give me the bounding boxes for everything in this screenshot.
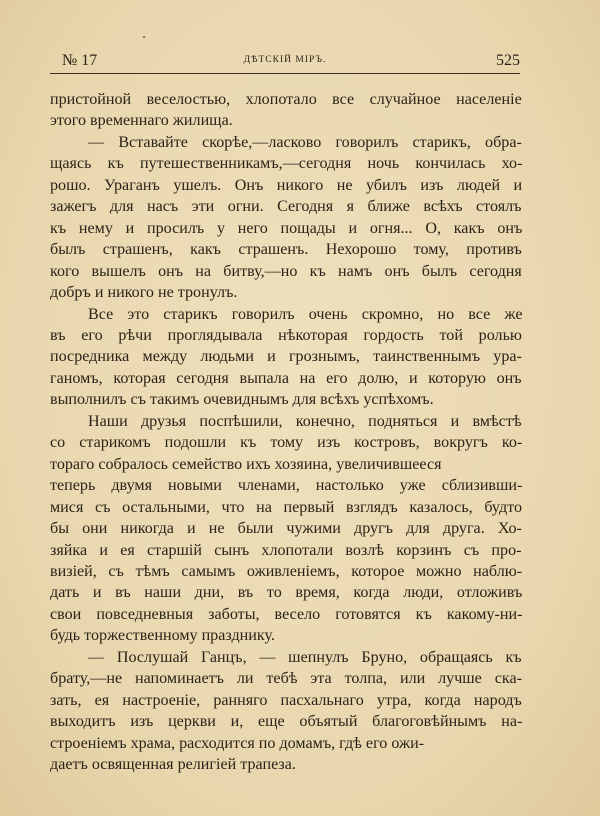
paragraph (50, 411, 522, 647)
text-line: добръ и никого не тронулъ. (50, 284, 238, 302)
body-text (50, 89, 522, 776)
text-line: кого вышелъ онъ на битву,—но къ намъ онъ былъ сегодня (50, 262, 522, 280)
page-number: 525 (496, 52, 520, 69)
text-line: рошо. Ураганъ ушелъ. Онъ никого не убилъ изъ людей и (50, 176, 523, 194)
running-header (50, 52, 520, 74)
text-line: зажегъ для насъ эти огни. Сегодня я ближе всѣхъ стоялъ (50, 198, 522, 216)
text-line: свои повседневныя заботы, весело готовятся къ какому-ни- (50, 605, 523, 623)
text-line: дать и въ наши дни, въ то время, когда люди, отложивъ (50, 584, 523, 602)
header-rule (50, 73, 520, 74)
text-line: визіей, съ тѣмъ самымъ оживленіемъ, которое можно наблю- (50, 562, 523, 580)
text-line: къ нему и просилъ у него пощады и огня... О, какъ онъ (50, 219, 523, 237)
text-line: зяйка и ея старшій сынъ хлопотали возлѣ корзинъ съ про- (50, 541, 522, 559)
paragraph (50, 132, 522, 304)
text-line: этого временнаго жилища. (50, 112, 233, 130)
text-line: — Вставайте скорѣе,—ласково говорилъ старикъ, обра- (88, 133, 522, 151)
text-line: тораго собралось семейство ихъ хозяина, увеличившееся (50, 455, 442, 473)
issue-number: № 17 (62, 52, 98, 69)
text-line: строеніемъ храма, расходится по домамъ, гдѣ его ожи- (50, 734, 425, 752)
text-line: выходитъ изъ церкви и, еще объятый благоговѣйнымъ на- (50, 713, 523, 731)
text-line: посредника между людьми и грознымъ, таинственнымъ ура- (50, 348, 522, 366)
text-line: со старикомъ подошли къ тому изъ костровъ, вокругъ ко- (50, 434, 523, 452)
text-line: зать, ея настроеніе, ранняго пасхальнаго утра, когда народъ (50, 691, 522, 709)
paragraph (50, 647, 522, 776)
text-line: даетъ освященная религіей трапеза. (50, 756, 296, 774)
text-line: — Послушай Ганцъ, — шепнулъ Бруно, обращаясь къ (88, 648, 522, 666)
text-line: выполнилъ съ такимъ очевиднымъ для всѣхъ успѣхомъ. (50, 391, 434, 409)
text-line: былъ страшенъ, какъ страшенъ. Нехорошо тому, противъ (50, 241, 522, 259)
text-line: пристойной веселостью, хлопотало все случайное населеніе (50, 91, 522, 108)
text-line: Все это старикъ говорилъ очень скромно, но все же (88, 305, 523, 323)
paragraph (50, 304, 522, 411)
text-line: ганомъ, которая сегодня выпала на его долю, и которую онъ (50, 369, 522, 387)
text-line: будь торжественному празднику. (50, 627, 275, 645)
text-line: мися съ остальными, что на первый взглядъ казалось, будто (50, 498, 522, 516)
text-line: Наши друзья поспѣшили, конечно, подняться и вмѣстѣ (88, 412, 522, 430)
text-line: бы они никогда и не были чужими другъ для друга. Хо- (50, 520, 522, 538)
journal-title: ДѢТСКІЙ МІРЪ. (243, 55, 327, 65)
paragraph (50, 89, 522, 132)
text-line: въ его рѣчи проглядывала нѣкоторая гордость той ролью (50, 326, 522, 344)
paper-speck (143, 36, 145, 38)
text-line: теперь двумя новыми членами, настолько уже сблизивши- (50, 477, 523, 495)
text-line: щаясь къ путешественникамъ,—сегодня ночь кончилась хо- (50, 155, 523, 173)
text-line: брату,—не напоминаетъ ли тебѣ эта толпа, или лучше ска- (50, 670, 522, 688)
